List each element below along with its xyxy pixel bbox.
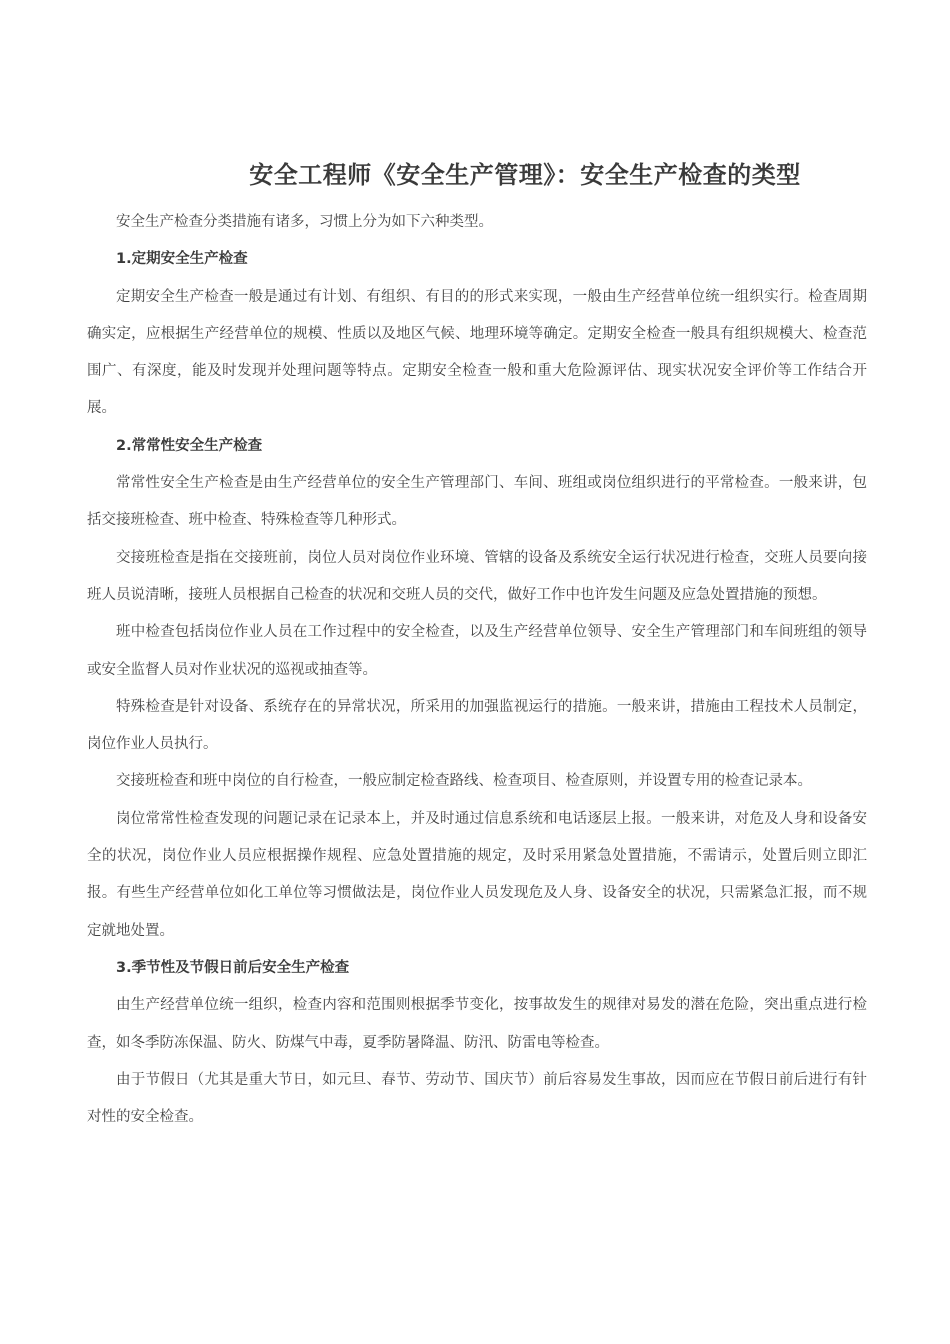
body-paragraph: 由生产经营单位统一组织，检查内容和范围则根据季节变化，按事故发生的规律对易发的潜在危险，突出重点进行检查，如冬季防冻保温、防火、防煤气中毒，夏季防暑降温、防汛、防雷电等检查。 (87, 997, 867, 1051)
section-heading-2: 2.常常性安全生产检查 (116, 437, 263, 454)
body-paragraph: 交接班检查和班中岗位的自行检查，一般应制定检查路线、检查项目、检查原则，并设置专用的检查记录本。 (116, 773, 812, 790)
body-paragraph: 班中检查包括岗位作业人员在工作过程中的安全检查，以及生产经营单位领导、安全生产管理部门和车间班组的领导或安全监督人员对作业状况的巡视或抽查等。 (87, 624, 867, 678)
section-heading-1: 1.定期安全生产检查 (116, 251, 248, 268)
document-body (87, 204, 867, 1136)
body-paragraph: 定期安全生产检查一般是通过有计划、有组织、有目的的形式来实现，一般由生产经营单位统一组织实行。检查周期确实定，应根据生产经营单位的规模、性质以及地区气候、地理环境等确定。定期安全检查一般具有组织规模大、检查范围广、有深度，能及时发现并处理问题等特点。定期安全检查一般和重大危险源评估、现实状况安全评价等工作结合开展。 (87, 288, 867, 417)
document-title: 安全工程师《安全生产管理》：安全生产检查的类型 (249, 161, 801, 189)
body-paragraph: 岗位常常性检查发现的问题记录在记录本上，并及时通过信息系统和电话逐层上报。一般来讲，对危及人身和设备安全的状况，岗位作业人员应根据操作规程、应急处置措施的规定，及时采用紧急处置措施，不需请示，处置后则立即汇报。有些生产经营单位如化工单位等习惯做法是，岗位作业人员发现危及人身、设备安全的状况，只需紧急汇报，而不规定就地处置。 (87, 810, 867, 939)
body-paragraph: 交接班检查是指在交接班前，岗位人员对岗位作业环境、管辖的设备及系统安全运行状况进行检查，交班人员要向接班人员说清晰，接班人员根据自己检查的状况和交班人员的交代，做好工作中也许发生问题及应急处置措施的预想。 (87, 549, 867, 603)
intro-paragraph: 安全生产检查分类措施有诸多，习惯上分为如下六种类型。 (116, 214, 493, 230)
body-paragraph: 由于节假日（尤其是重大节日，如元旦、春节、劳动节、国庆节）前后容易发生事故，因而应在节假日前后进行有针对性的安全检查。 (87, 1071, 867, 1126)
body-paragraph: 常常性安全生产检查是由生产经营单位的安全生产管理部门、车间、班组或岗位组织进行的平常检查。一般来讲，包括交接班检查、班中检查、特殊检查等几种形式。 (87, 475, 867, 529)
body-paragraph: 特殊检查是针对设备、系统存在的异常状况，所采用的加强监视运行的措施。一般来讲，措施由工程技术人员制定，岗位作业人员执行。 (87, 698, 867, 753)
section-heading-3: 3.季节性及节假日前后安全生产检查 (116, 959, 350, 976)
